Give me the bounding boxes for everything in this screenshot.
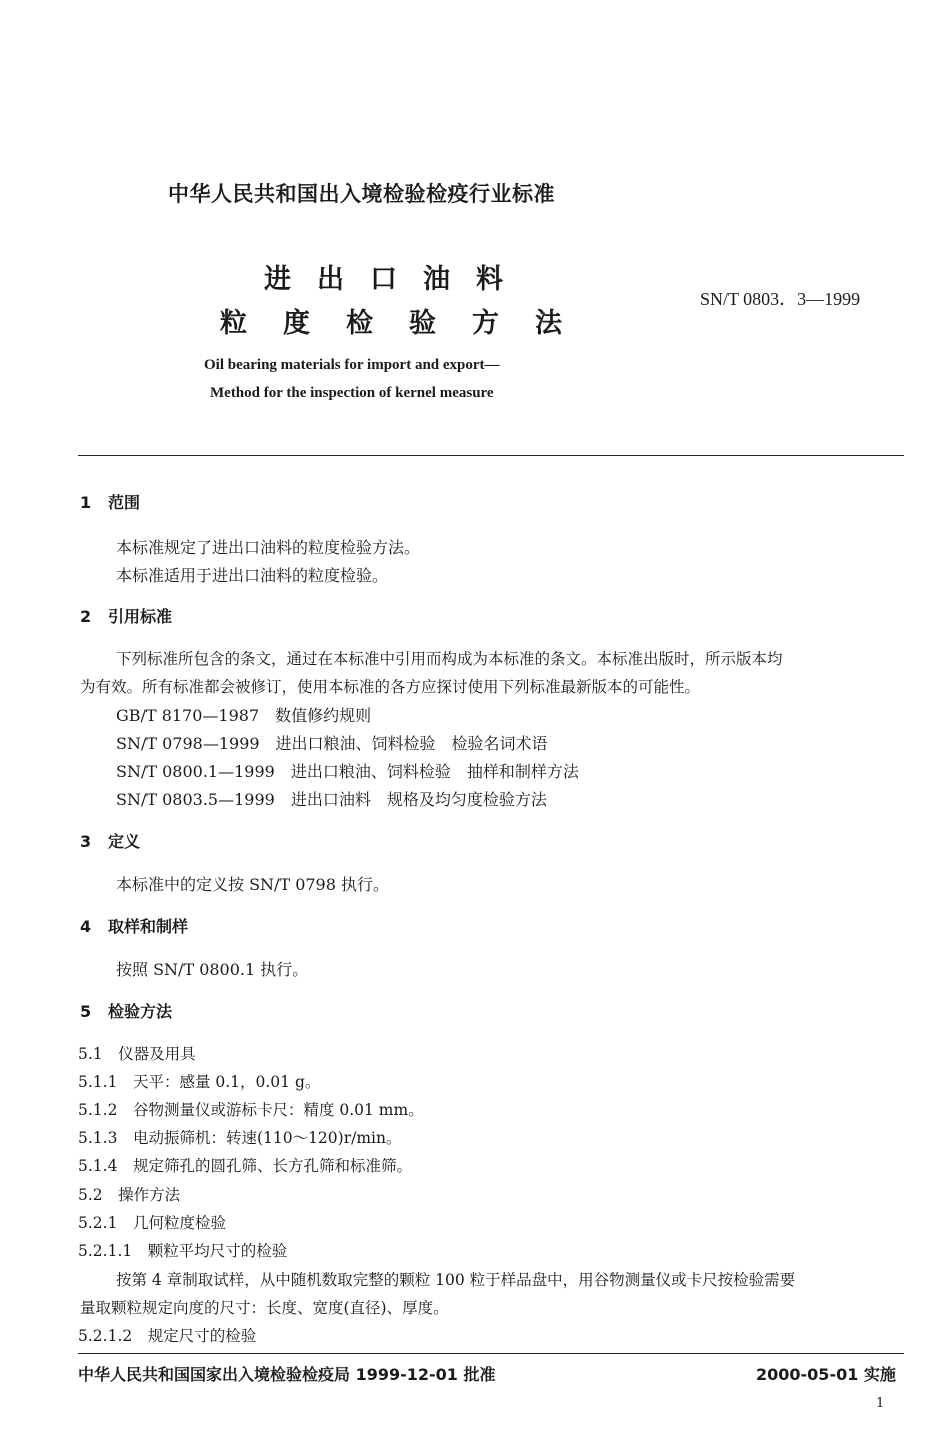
implementation-date: 2000-05-01 实施 [756, 1365, 896, 1384]
paragraph: 按照 SN/T 0800.1 执行。 [116, 960, 309, 979]
document-title-line1: 进出口油料 [264, 264, 529, 295]
footer-divider [78, 1353, 904, 1354]
clause-item: 5.1.2 谷物测量仪或游标卡尺：精度 0.01 mm。 [78, 1101, 424, 1119]
clause-item: 5.2.1.1 颗粒平均尺寸的检验 [78, 1242, 288, 1260]
standard-number: SN/T 0803．3—1999 [700, 289, 861, 309]
section-number: 2 [80, 607, 92, 626]
section-5-heading [80, 999, 172, 1022]
reference-item: SN/T 0800.1—1999 进出口粮油、饲料检验 抽样和制样方法 [116, 762, 579, 781]
clause-item: 5.1.4 规定筛孔的圆孔筛、长方孔筛和标准筛。 [78, 1157, 412, 1175]
section-number: 4 [80, 917, 92, 936]
section-4-heading [80, 914, 188, 937]
clause-item: 5.1.1 天平：感量 0.1，0.01 g。 [78, 1073, 321, 1091]
document-title-line2: 粒度检验方法 [220, 308, 598, 339]
paragraph: 下列标准所包含的条文，通过在本标准中引用而构成为本标准的条文。本标准出版时，所示版本均 [116, 650, 783, 668]
section-3-heading [80, 829, 140, 852]
clause-item: 5.2.1 几何粒度检验 [78, 1214, 226, 1232]
english-title-line1: Oil bearing materials for import and export— [204, 357, 500, 373]
section-2-heading [80, 604, 172, 627]
section-number: 5 [80, 1002, 92, 1021]
section-1-heading [80, 490, 140, 513]
reference-item: SN/T 0798—1999 进出口粮油、饲料检验 检验名词术语 [116, 734, 548, 753]
paragraph: 为有效。所有标准都会被修订，使用本标准的各方应探讨使用下列标准最新版本的可能性。 [80, 678, 701, 696]
section-title: 范围 [108, 493, 141, 512]
paragraph: 本标准规定了进出口油料的粒度检验方法。 [116, 538, 421, 557]
clause-item: 5.2.1.2 规定尺寸的检验 [78, 1327, 257, 1345]
clause-item: 5.1 仪器及用具 [78, 1045, 196, 1063]
section-title: 定义 [108, 832, 141, 851]
section-number: 3 [80, 832, 92, 851]
section-title: 引用标准 [108, 607, 173, 626]
clause-item: 5.1.3 电动振筛机：转速(110～120)r/min。 [78, 1129, 402, 1147]
reference-item: GB/T 8170—1987 数值修约规则 [116, 706, 372, 725]
paragraph: 本标准中的定义按 SN/T 0798 执行。 [116, 875, 390, 894]
header-divider [78, 455, 904, 456]
section-title: 检验方法 [108, 1002, 173, 1021]
standard-category-title: 中华人民共和国出入境检验检疫行业标准 [168, 182, 555, 206]
section-number: 1 [80, 493, 92, 512]
reference-item: SN/T 0803.5—1999 进出口油料 规格及均匀度检验方法 [116, 790, 547, 809]
paragraph: 本标准适用于进出口油料的粒度检验。 [116, 566, 389, 585]
section-title: 取样和制样 [108, 917, 189, 936]
english-title-line2: Method for the inspection of kernel measure [210, 385, 494, 401]
clause-item: 5.2 操作方法 [78, 1186, 181, 1204]
page-number: 1 [876, 1396, 885, 1411]
approval-line: 中华人民共和国国家出入境检验检疫局 1999-12-01 批准 [78, 1365, 496, 1384]
paragraph: 按第 4 章制取试样，从中随机数取完整的颗粒 100 粒于样品盘中，用谷物测量仪或卡尺按检验需要 [116, 1271, 796, 1289]
paragraph: 量取颗粒规定向度的尺寸：长度、宽度(直径)、厚度。 [80, 1299, 449, 1317]
